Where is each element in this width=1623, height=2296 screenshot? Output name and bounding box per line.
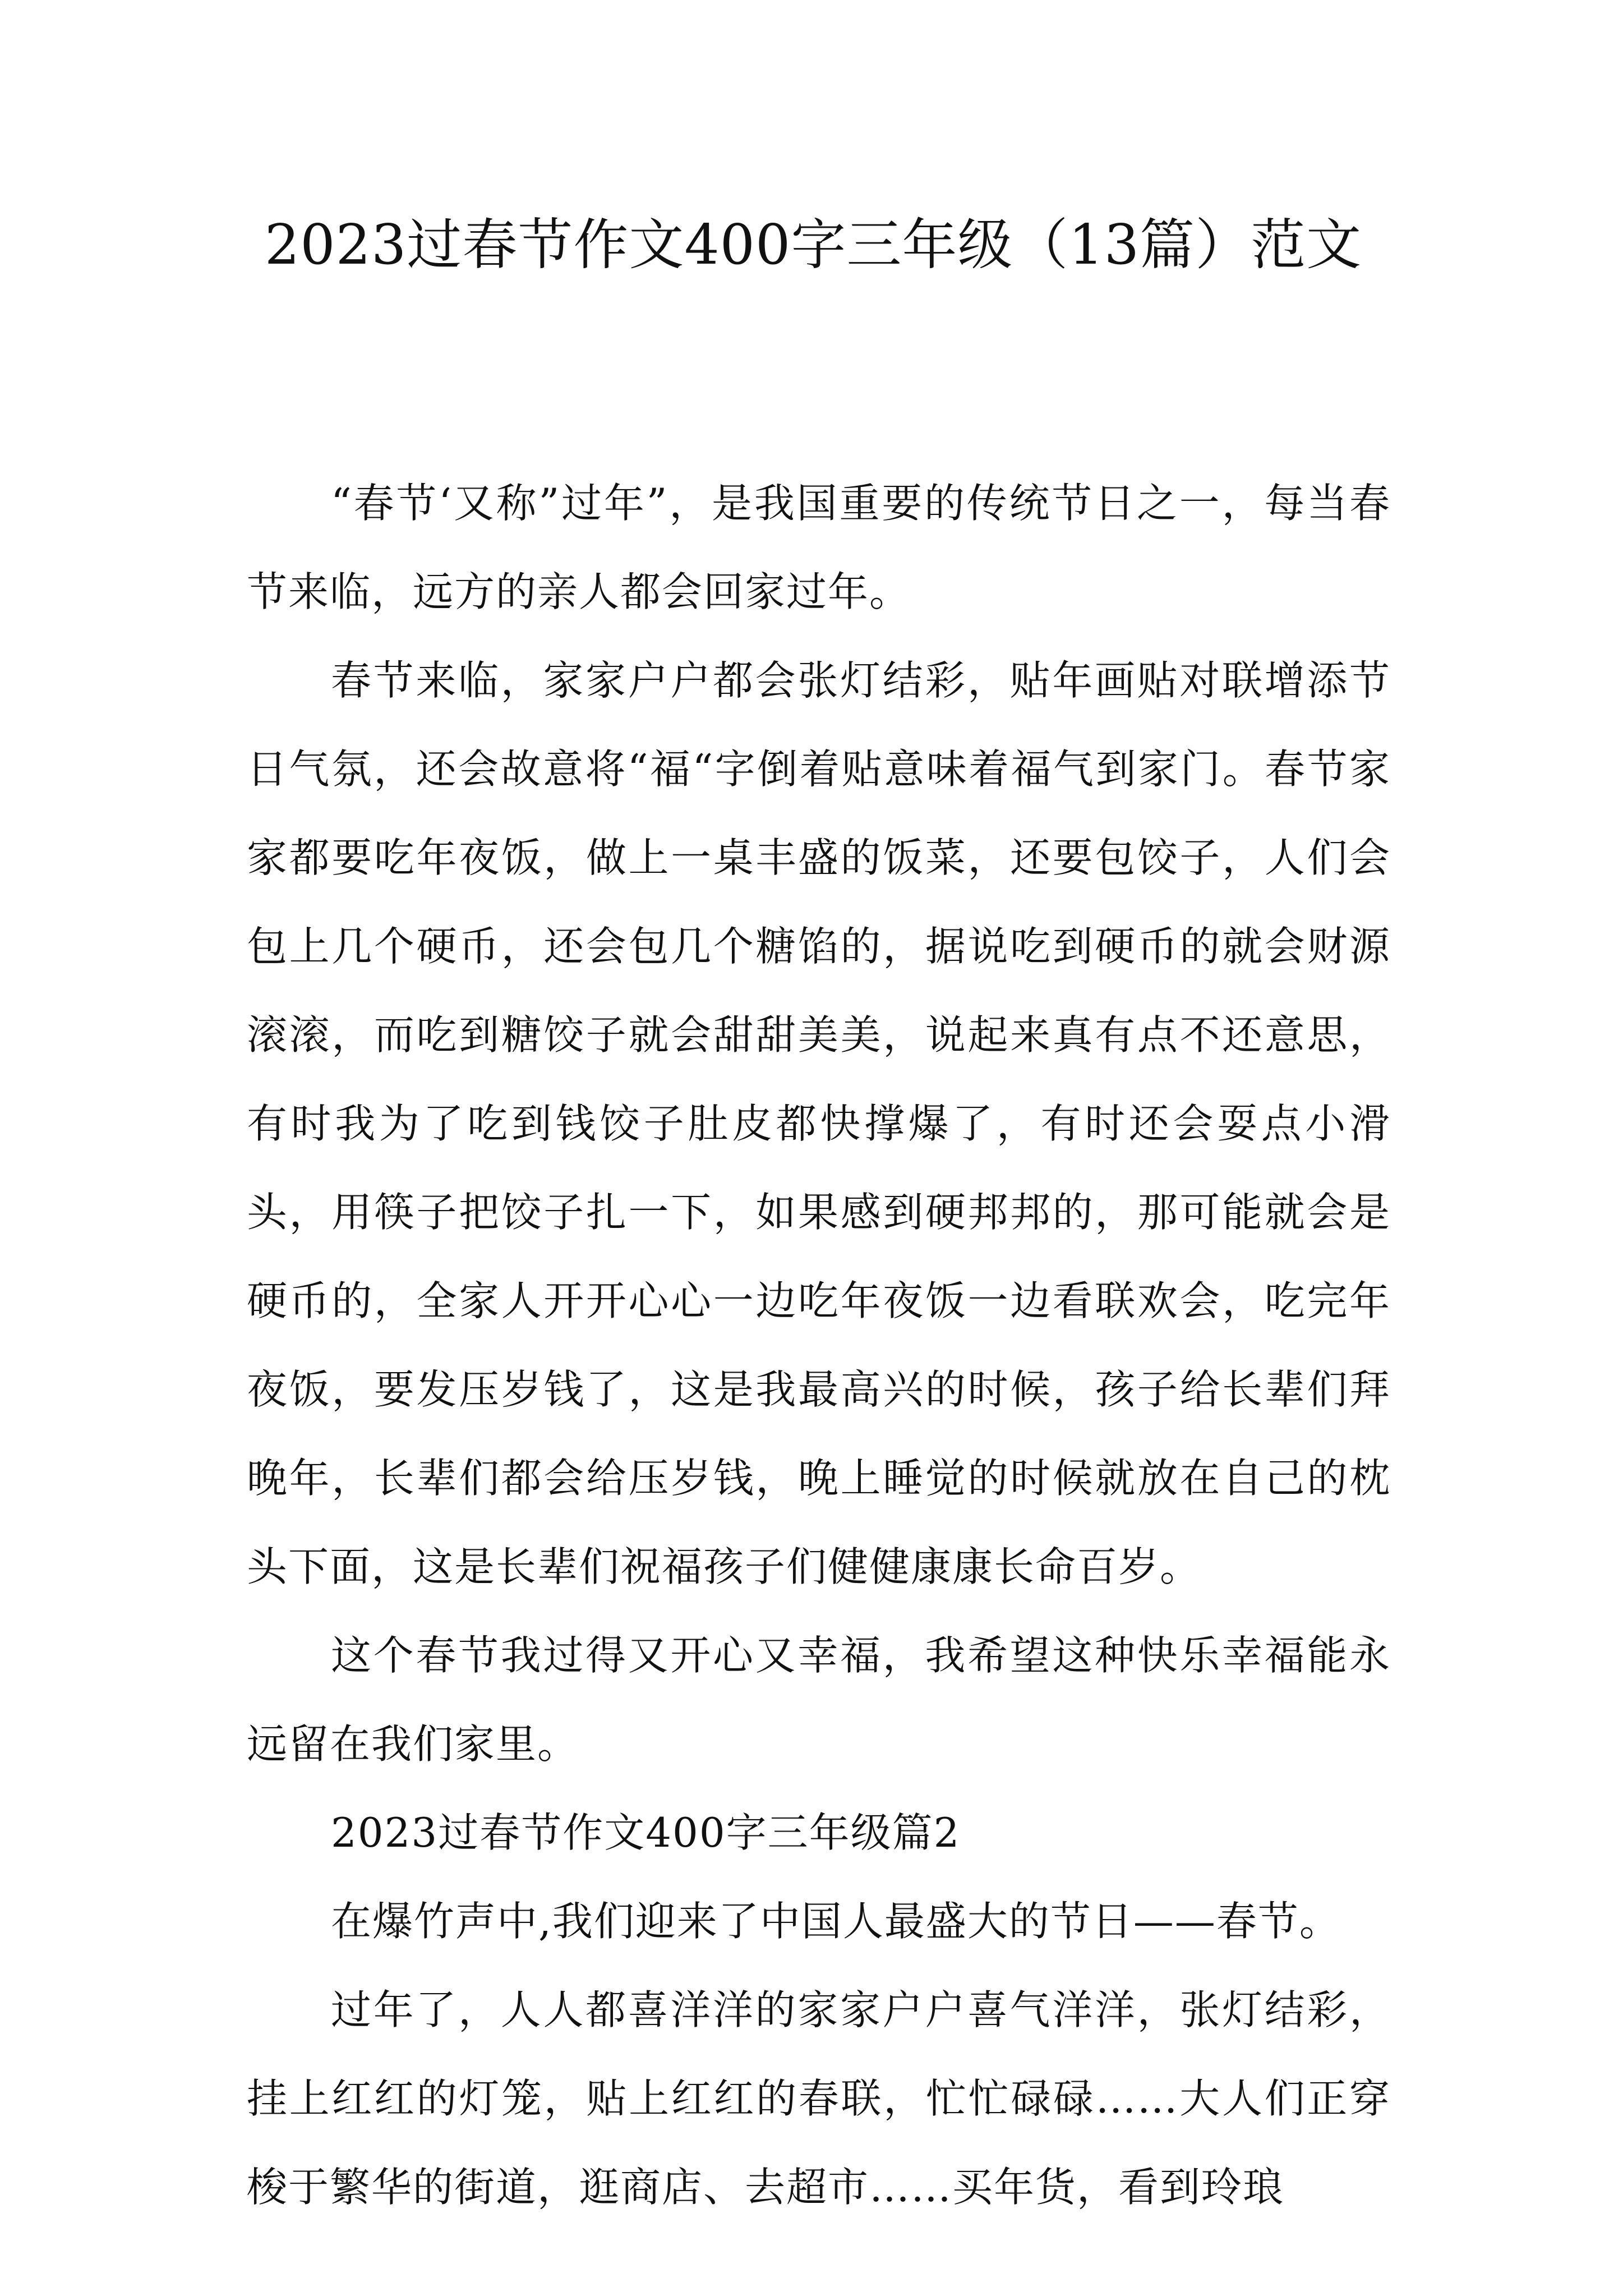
paragraph-new-year-preparation: 过年了，人人都喜洋洋的家家户户喜气洋洋，张灯结彩，挂上红红的灯笼，贴上红红的春联，忙忙碌碌……大人们正穿梭于繁华的街道，逛商店、去超市……买年货，看到玲琅: [247, 1986, 1391, 2211]
paragraph-festival-customs: 春节来临，家家户户都会张灯结彩，贴年画贴对联增添节日气氛，还会故意将“福“字倒着贴意味着福气到家门。春节家家都要吃年夜饭，做上一桌丰盛的饭菜，还要包饺子，人们会包上几个硬币，还会包几个糖馅的，据说吃到硬币的就会财源滚滚，而吃到糖饺子就会甜甜美美，说起来真有点不还意思，有时我为了吃到钱饺子肚皮都快撑爆了，有时还会耍点小滑头，用筷子把饺子扎一下，如果感到硬邦邦的，那可能就会是硬币的，全家人开开心心一边吃年夜饭一边看联欢会，吃完年夜饭，要发压岁钱了，这是我最高兴的时候，孩子给长辈们拜晚年，长辈们都会给压岁钱，晚上睡觉的时候就放在自己的枕头下面，这是长辈们祝福孩子们健健康康长命百岁。: [247, 657, 1391, 1590]
section-heading-2: 2023过春节作文400字三年级篇2: [331, 1809, 961, 1856]
paragraph-firecrackers: 在爆竹声中,我们迎来了中国人最盛大的节日——春节。: [331, 1898, 1341, 1945]
paragraph-conclusion: 这个春节我过得又开心又幸福，我希望这种快乐幸福能永远留在我们家里。: [247, 1632, 1391, 1768]
paragraph-intro: “春节‘又称”过年”，是我国重要的传统节日之一，每当春节来临，远方的亲人都会回家过年。: [247, 480, 1391, 615]
document-body: [247, 459, 1391, 2231]
document-title: 2023过春节作文400字三年级（13篇）范文: [264, 213, 1362, 277]
